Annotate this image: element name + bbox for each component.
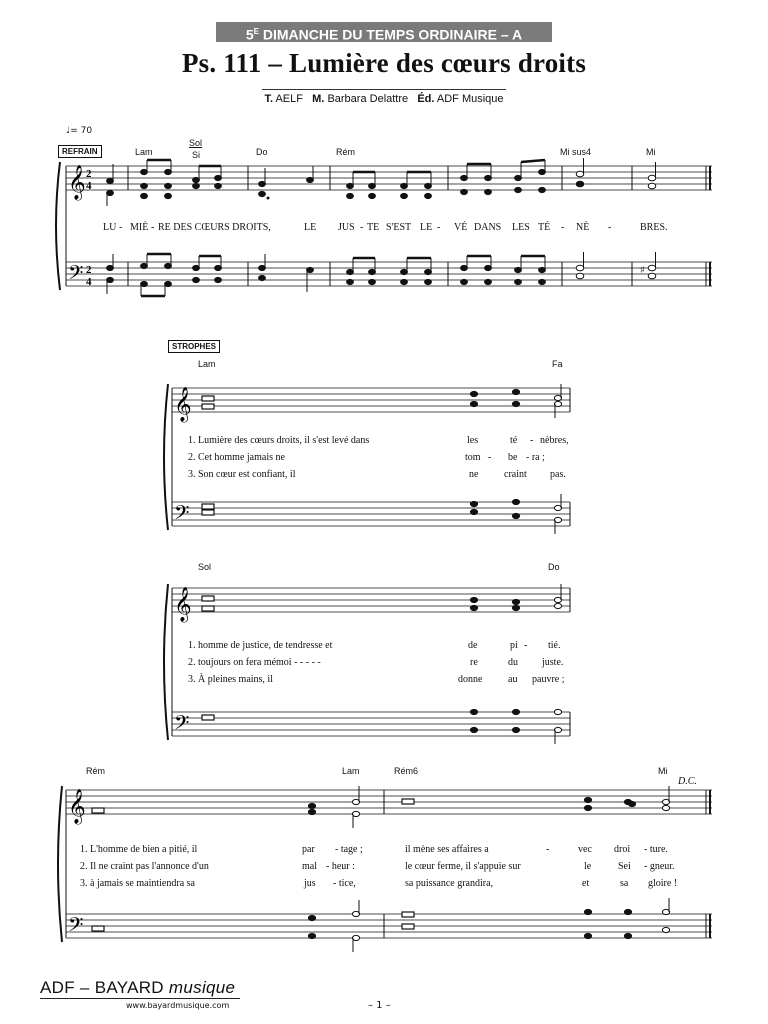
verse-syllable: craint xyxy=(504,469,527,480)
lyric-syllable: - xyxy=(561,222,565,233)
lyric-syllable: - xyxy=(437,222,441,233)
publisher-url[interactable]: www.bayardmusique.com xyxy=(126,1001,230,1010)
chord-symbol: Mi sus4 xyxy=(560,147,592,157)
chord-symbol: Sol xyxy=(198,562,212,572)
refrain-bass-staff xyxy=(66,262,712,286)
lyric-syllable: JUS xyxy=(338,222,355,233)
svg-text:𝄢: 𝄢 xyxy=(68,913,84,941)
verse-line: 3. Son cœur est confiant, il xyxy=(188,469,296,480)
verse-line: 2. Cet homme jamais ne xyxy=(188,452,285,463)
chord-symbol: Mi xyxy=(658,766,668,776)
chord-symbol: Rém xyxy=(86,766,106,776)
chord-symbol: Si xyxy=(192,150,201,160)
verse-syllable: - xyxy=(524,640,528,651)
verse-syllable: tom xyxy=(465,452,481,463)
liturgical-day-banner: $5^E$ DIMANCHE DU TEMPS ORDINAIRE – A xyxy=(216,22,552,42)
verse-syllable: juste. xyxy=(542,657,564,668)
verse-syllable: le xyxy=(584,861,592,872)
brace xyxy=(56,162,60,290)
chord-symbol: Do xyxy=(256,147,268,157)
verse-syllable: be xyxy=(508,452,518,463)
verse-syllable: pas. xyxy=(550,469,566,480)
verse-syllable: au xyxy=(508,674,518,685)
publisher-logo: ADF – BAYARD musique xyxy=(40,978,236,997)
chord-symbol: Do xyxy=(548,562,560,572)
refrain-label: REFRAIN xyxy=(58,145,102,158)
verse-line: 3. à jamais se maintiendra sa xyxy=(80,878,195,889)
strophes-label: STROPHES xyxy=(168,340,220,353)
svg-text:𝄞: 𝄞 xyxy=(68,789,86,824)
verse-syllable: Sei xyxy=(618,861,631,872)
verse-syllable: pauvre ; xyxy=(532,674,565,685)
verse-syllable: gloire ! xyxy=(648,878,678,889)
verse-syllable: - tage ; xyxy=(335,844,363,855)
lyric-syllable: RE DES CŒURS DROITS, xyxy=(158,222,271,233)
svg-text:2: 2 xyxy=(86,168,92,180)
verse-syllable: - xyxy=(546,844,550,855)
chord-symbol: Lam xyxy=(342,766,360,776)
refrain-notes-treble xyxy=(107,158,656,206)
lyric-syllable: LES xyxy=(512,222,530,233)
svg-text:𝄢: 𝄢 xyxy=(174,711,190,739)
verse-syllable: - gneur. xyxy=(644,861,675,872)
credits: T. AELF M. Barbara Delattre Éd. ADF Musique xyxy=(262,89,506,105)
verse-syllable: et xyxy=(582,878,590,889)
verse-syllable: donne xyxy=(458,674,483,685)
verse-syllable: les xyxy=(467,435,479,446)
verse-syllable: jus xyxy=(304,878,316,889)
lyric-syllable: - xyxy=(608,222,612,233)
svg-text:♯: ♯ xyxy=(640,265,645,276)
verse-syllable: sa xyxy=(620,878,629,889)
verse-syllable: - xyxy=(488,452,492,463)
lyric-syllable: LE xyxy=(304,222,317,233)
verse-syllable: - ture. xyxy=(644,844,668,855)
verse-syllable: - tice, xyxy=(333,878,356,889)
verse-line: 2. Il ne craint pas l'annonce d'un xyxy=(80,861,209,872)
chord-symbol: Rém6 xyxy=(394,766,419,776)
verse-syllable: sa puissance grandira, xyxy=(405,878,494,889)
chord-symbol: Lam xyxy=(135,147,153,157)
verse-line: 1. L'homme de bien a pitié, il xyxy=(80,844,198,855)
lyric-syllable: LU xyxy=(103,222,117,233)
verse-syllable: té xyxy=(510,435,518,446)
lyric-syllable: - xyxy=(119,222,123,233)
refrain-treble-staff xyxy=(66,166,712,190)
svg-text:𝄢: 𝄢 xyxy=(174,501,190,529)
tempo-marking: ♩= 70 xyxy=(66,126,93,136)
chord-symbol: Lam xyxy=(198,359,216,369)
verse-syllable: du xyxy=(508,657,518,668)
svg-text:2: 2 xyxy=(86,264,92,276)
verse-syllable: ne xyxy=(469,469,479,480)
verse-syllable: de xyxy=(468,640,478,651)
verse-syllable: - heur : xyxy=(326,861,355,872)
verse-syllable: par xyxy=(302,844,315,855)
verse-syllable: nèbres, xyxy=(540,435,569,446)
verse-syllable: droi xyxy=(614,844,631,855)
lyric-syllable: TÉ xyxy=(538,222,551,233)
treble-clef: 𝄞 xyxy=(68,165,86,200)
verse-syllable: - xyxy=(530,435,534,446)
lyric-syllable: TE xyxy=(367,222,380,233)
chord-symbol: Sol xyxy=(189,138,203,148)
lyric-syllable: S'EST xyxy=(386,222,412,233)
bass-clef: 𝄢 xyxy=(68,261,84,289)
verse-line: 1. Lumière des cœurs droits, il s'est levé dans xyxy=(188,435,370,446)
verse-line: 3. À pleines mains, il xyxy=(188,674,273,685)
svg-text:𝄞: 𝄞 xyxy=(174,587,192,622)
lyric-syllable: NÈ xyxy=(576,222,590,233)
chord-symbol: Fa xyxy=(552,359,563,369)
verse-syllable: vec xyxy=(578,844,592,855)
verse-line: 1. homme de justice, de tendresse et xyxy=(188,640,333,651)
lyric-syllable: - xyxy=(360,222,364,233)
verse-syllable: tié. xyxy=(548,640,561,651)
verse-line: 2. toujours on fera mémoi - - - - - xyxy=(188,657,321,668)
verse-syllable: le cœur ferme, il s'appuie sur xyxy=(405,861,521,872)
lyric-syllable: DANS xyxy=(474,222,502,233)
verse-syllable: pi xyxy=(510,640,518,651)
lyric-syllable: - xyxy=(151,222,155,233)
svg-text:4: 4 xyxy=(86,276,92,288)
verse-syllable: il mène ses affaires a xyxy=(405,844,489,855)
lyric-syllable: LE xyxy=(420,222,433,233)
lyric-syllable: VÉ xyxy=(454,222,468,233)
lyric-syllable: BRES. xyxy=(640,222,668,233)
verse-syllable: re xyxy=(470,657,478,668)
svg-text:4: 4 xyxy=(86,180,92,192)
logo-rule xyxy=(40,998,240,999)
chord-symbol: Rém xyxy=(336,147,356,157)
chord-symbol: Mi xyxy=(646,147,656,157)
lyric-syllable: MIÈ xyxy=(130,222,149,233)
verse-syllable: mal xyxy=(302,861,317,872)
verse-syllable: - ra ; xyxy=(526,452,545,463)
page-title: Ps. 111 – Lumière des cœurs droits xyxy=(181,48,587,78)
da-capo-marking: D.C. xyxy=(678,776,697,787)
page-number: – 1 – xyxy=(368,1000,391,1011)
svg-text:𝄞: 𝄞 xyxy=(174,387,192,422)
